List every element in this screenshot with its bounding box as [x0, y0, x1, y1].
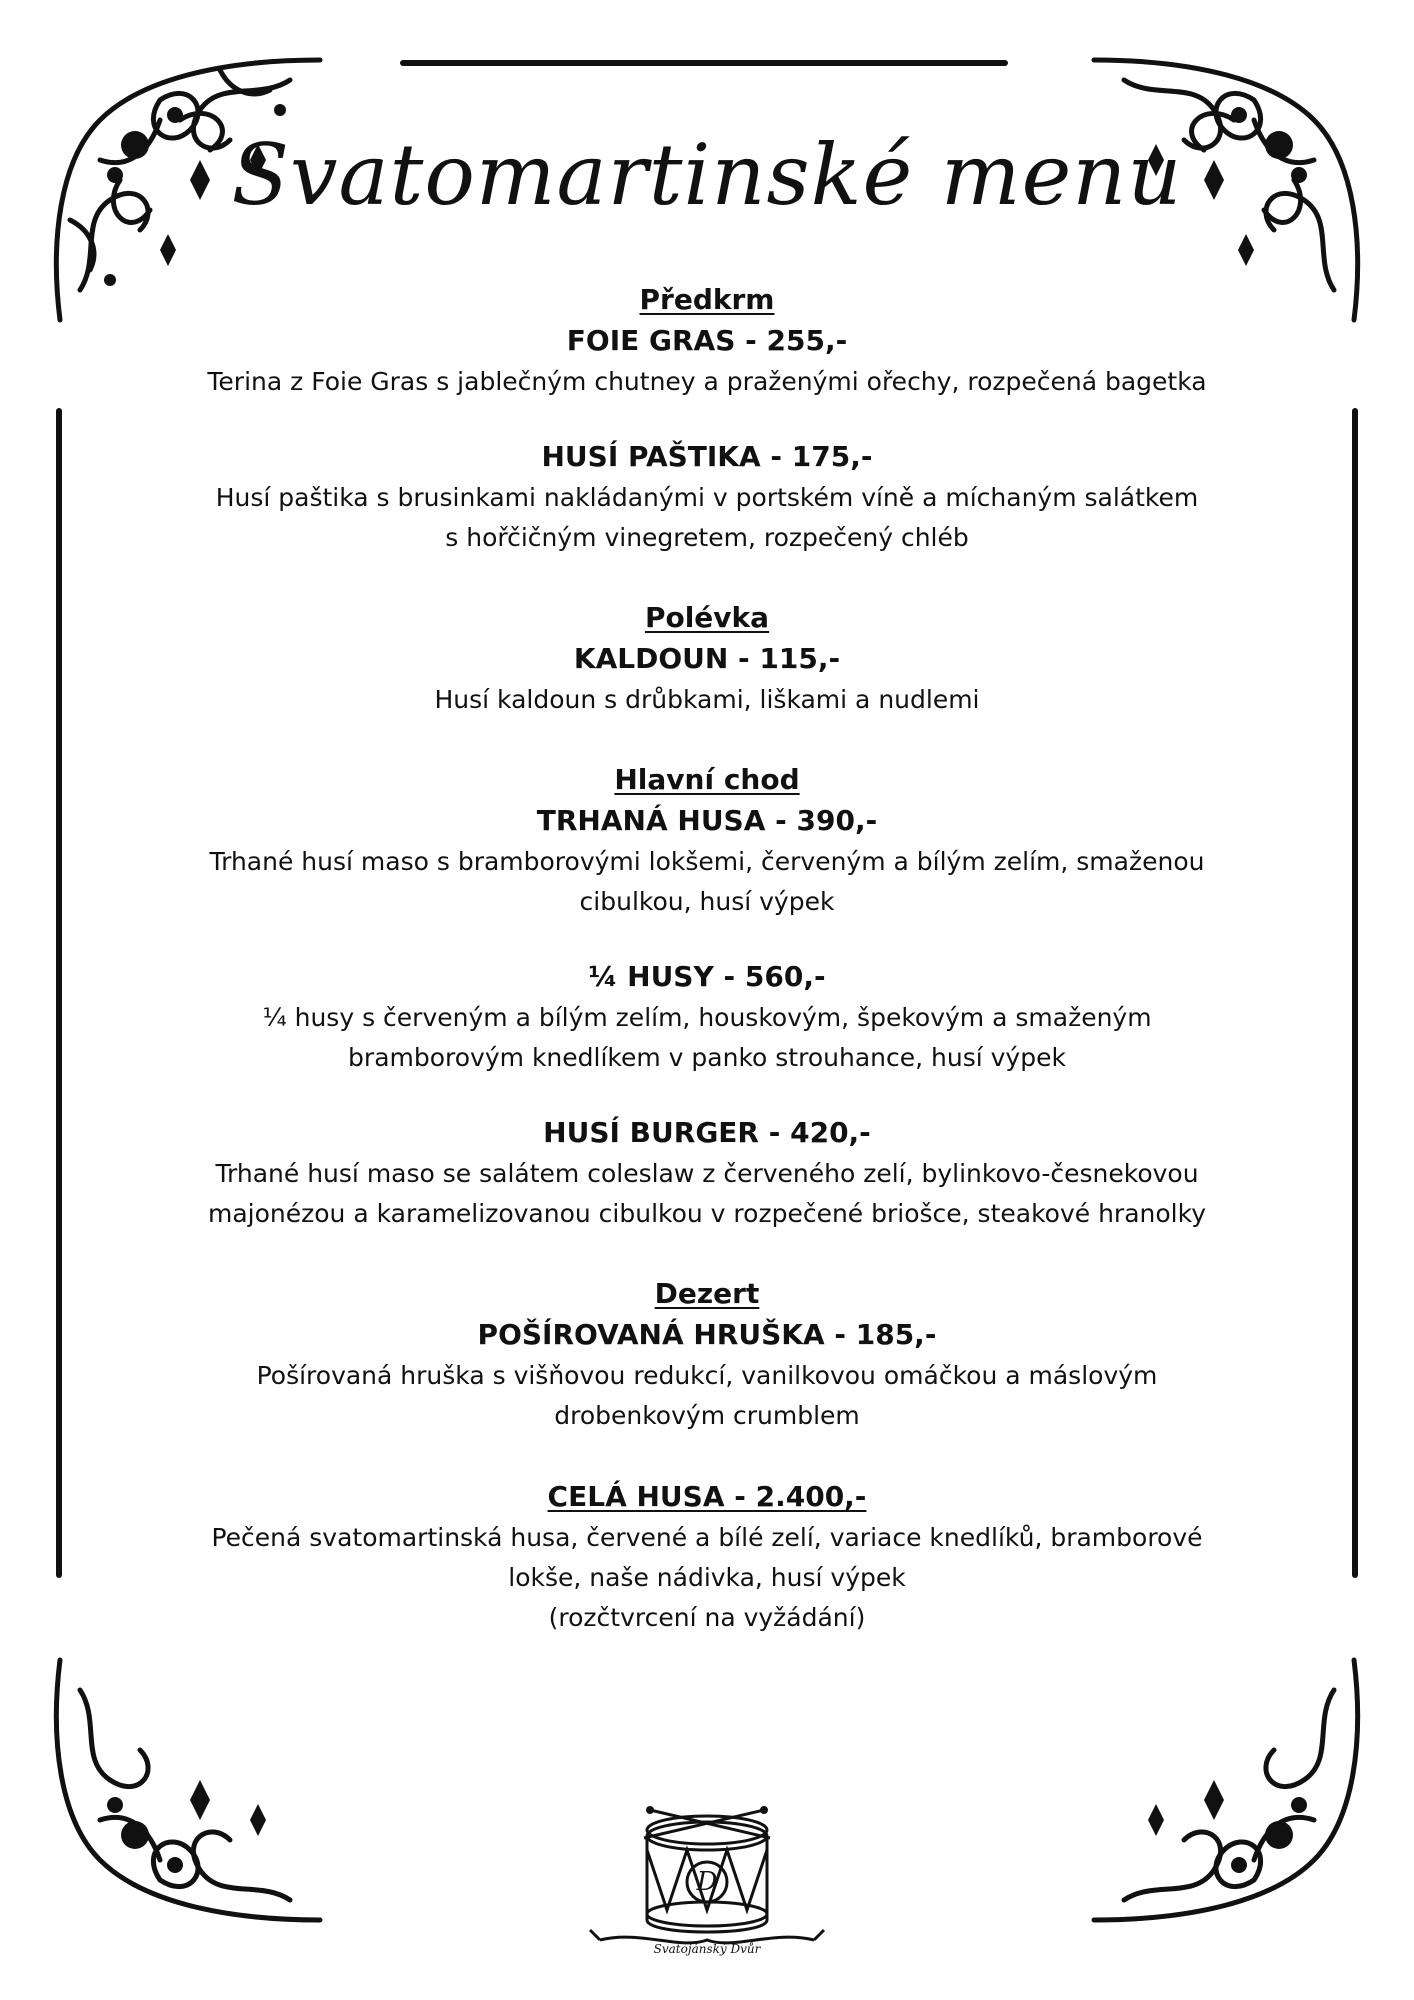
dish-name: HUSÍ BURGER - 420,-: [543, 1116, 871, 1149]
dish-note: (rozčtvrcení na vyžádání): [548, 1603, 866, 1632]
section-title: Polévka: [644, 601, 770, 634]
dish-description: Trhané husí maso s bramborovými lokšemi, červeným a bílým zelím, smaženou cibulkou, husí výpek: [209, 847, 1205, 916]
section-title: Dezert: [654, 1277, 760, 1310]
dish-name: FOIE GRAS - 255,-: [566, 324, 848, 357]
section-starter: [150, 280, 1264, 558]
floral-corner-icon: [1074, 1640, 1374, 1940]
dish-description: Pošírovaná hruška s višňovou redukcí, vanilkovou omáčkou a máslovým drobenkovým crumblem: [256, 1361, 1158, 1430]
right-frame-line: [1352, 408, 1358, 1578]
floral-corner-icon: [40, 1640, 340, 1940]
page-title: Svatomartinské menu: [231, 126, 1183, 224]
section-main: [150, 760, 1264, 1234]
section-title: Hlavní chod: [614, 763, 800, 796]
section-whole-goose: [150, 1476, 1264, 1638]
section-title: Předkrm: [639, 283, 775, 316]
dish-name: POŠÍROVANÁ HRUŠKA - 185,-: [477, 1318, 937, 1351]
dish-description: ¼ husy s červeným a bílým zelím, houskovým, špekovým a smaženým bramborovým knedlíkem v panko strouhance, husí výpek: [262, 1003, 1152, 1072]
left-frame-line: [56, 408, 62, 1578]
dish-name: ¼ HUSY - 560,-: [588, 960, 826, 993]
dish-name: TRHANÁ HUSA - 390,-: [536, 804, 878, 837]
dish-name: HUSÍ PAŠTIKA - 175,-: [541, 440, 873, 473]
dish-name: CELÁ HUSA - 2.400,-: [547, 1480, 867, 1513]
dish-description: Terina z Foie Gras s jablečným chutney a praženými ořechy, rozpečená bagetka: [207, 367, 1207, 396]
top-divider: [400, 60, 1008, 66]
section-dessert: [150, 1274, 1264, 1436]
dish-name: KALDOUN - 115,-: [573, 642, 841, 675]
drum-logo-icon: [580, 1790, 834, 1960]
menu-body: [150, 280, 1264, 1638]
section-soup: [150, 598, 1264, 720]
dish-description: Husí kaldoun s drůbkami, liškami a nudlemi: [434, 685, 980, 714]
logo-monogram: D: [696, 1867, 718, 1897]
dish-description: Pečená svatomartinská husa, červené a bílé zelí, variace knedlíků, bramborové lokše, naše nádivka, husí výpek: [211, 1523, 1203, 1592]
dish-description: Husí paštika s brusinkami nakládanými v portském víně a míchaným salátkem s hořčičným vinegretem, rozpečený chléb: [215, 483, 1199, 552]
logo-text: Svatojánský Dvůr: [653, 1942, 761, 1956]
dish-description: Trhané husí maso se salátem coleslaw z červeného zelí, bylinkovo-česnekovou majonézou a karamelizovanou cibulkou v rozpečené briošce, steakové hranolky: [208, 1159, 1206, 1228]
